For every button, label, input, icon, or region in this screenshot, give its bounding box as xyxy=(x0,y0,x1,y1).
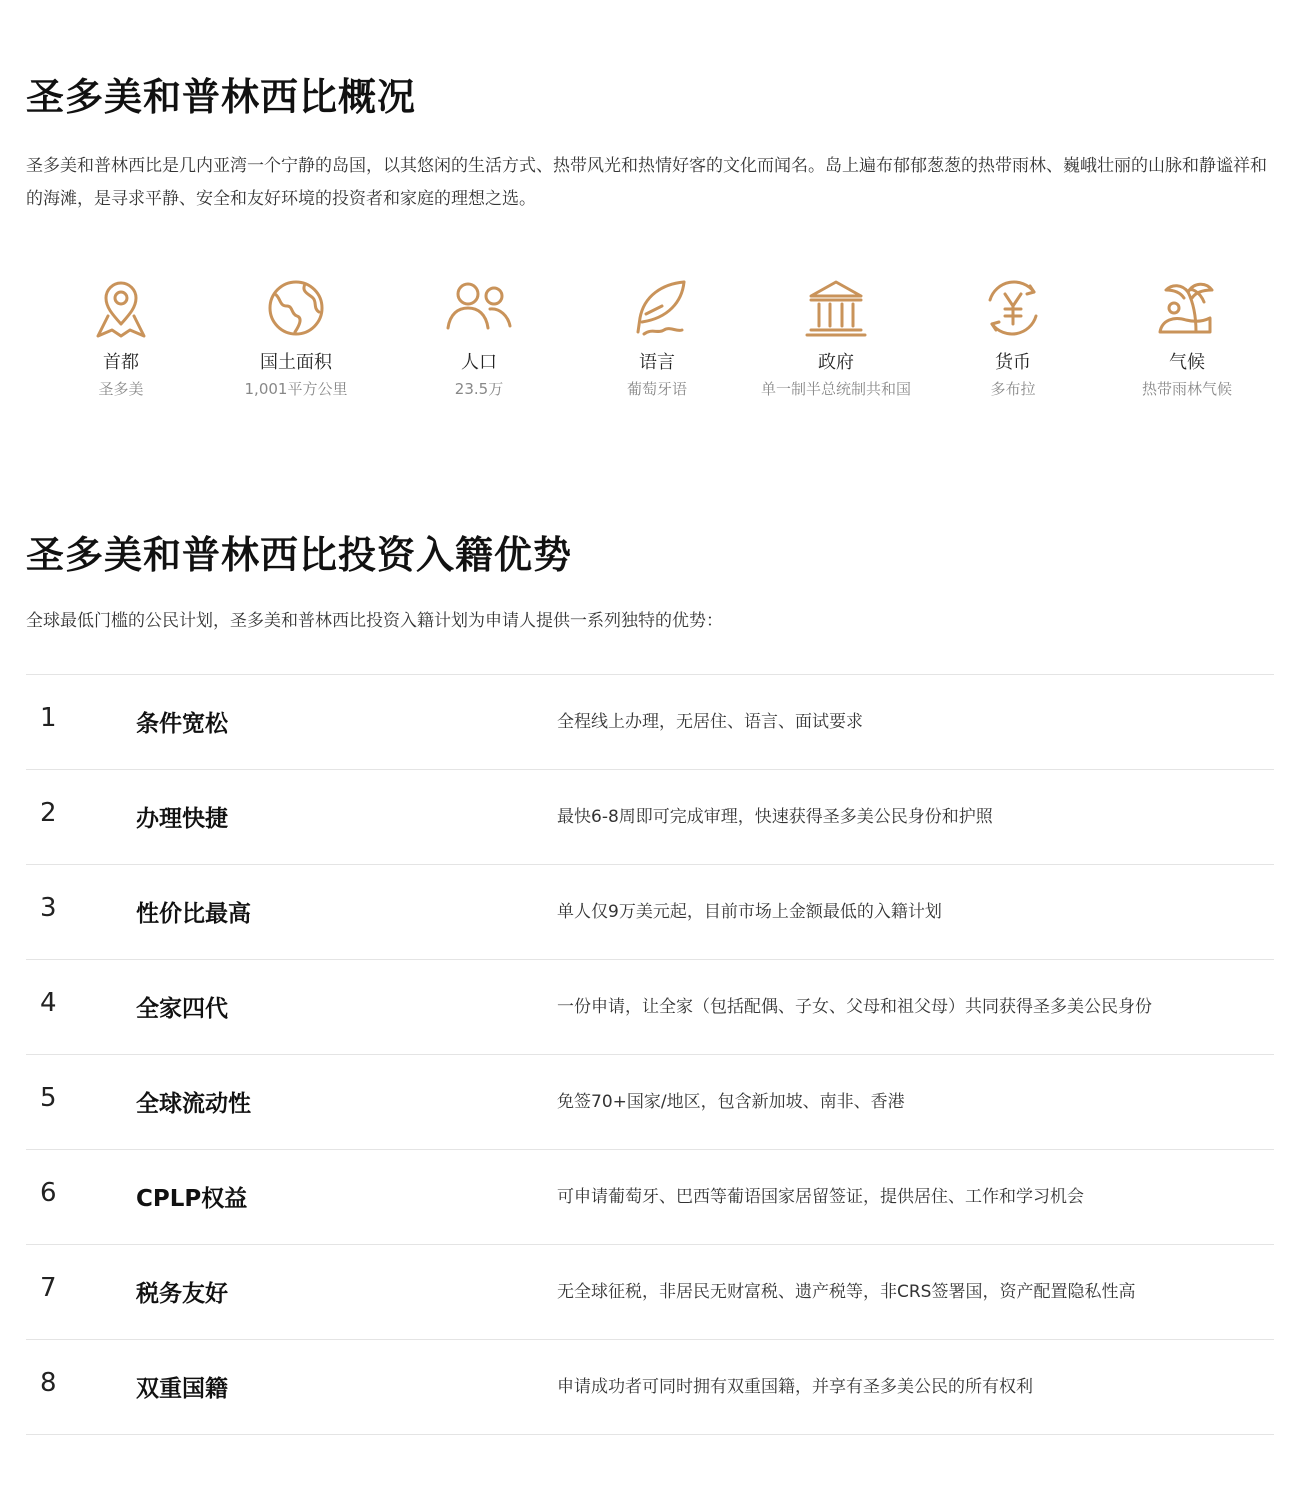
advantages-subtitle: 全球最低门槛的公民计划，圣多美和普林西比投资入籍计划为申请人提供一系列独特的优势： xyxy=(26,611,723,631)
fact-value: 23.5万 xyxy=(454,380,504,398)
table-row xyxy=(26,1055,1274,1150)
fact-label: 货币 xyxy=(995,352,1031,373)
fact-climate xyxy=(1092,278,1282,399)
row-title: 双重国籍 xyxy=(136,1376,228,1402)
row-number: 4 xyxy=(40,988,57,1018)
table-row xyxy=(26,1150,1274,1245)
row-title: 办理快捷 xyxy=(136,806,228,832)
row-number: 5 xyxy=(40,1083,57,1113)
row-description: 一份申请，让全家（包括配偶、子女、父母和祖父母）共同获得圣多美公民身份 xyxy=(557,997,1152,1017)
overview-intro: 圣多美和普林西比是几内亚湾一个宁静的岛国，以其悠闲的生活方式、热带风光和热情好客的文化而闻名。岛上遍布郁郁葱葱的热带雨林、巍峨壮丽的山脉和静谧祥和的海滩，是寻求平静、安全和友好环境的投资者和家庭的理想之选。 xyxy=(26,156,1267,209)
table-row xyxy=(26,865,1274,960)
fact-value: 1,001平方公里 xyxy=(244,380,348,398)
table-row xyxy=(26,1340,1274,1435)
row-number: 1 xyxy=(40,703,57,733)
row-description: 最快6-8周即可完成审理，快速获得圣多美公民身份和护照 xyxy=(557,807,993,827)
fact-value: 葡萄牙语 xyxy=(626,380,687,398)
row-title: 全家四代 xyxy=(136,996,228,1022)
fact-language xyxy=(562,278,752,399)
row-description: 无全球征税，非居民无财富税、遗产税等，非CRS签署国，资产配置隐私性高 xyxy=(557,1282,1136,1302)
row-title: 全球流动性 xyxy=(136,1091,251,1117)
fact-population xyxy=(384,278,574,399)
row-title: 条件宽松 xyxy=(136,711,228,737)
row-number: 6 xyxy=(40,1178,57,1208)
fact-label: 人口 xyxy=(461,352,497,373)
row-description: 全程线上办理，无居住、语言、面试要求 xyxy=(557,712,863,732)
fact-currency xyxy=(918,278,1108,399)
advantages-title: 圣多美和普林西比投资入籍优势 xyxy=(26,533,573,577)
advantages-table xyxy=(26,674,1274,1435)
table-row xyxy=(26,770,1274,865)
fact-value: 热带雨林气候 xyxy=(1141,380,1232,398)
fact-value: 多布拉 xyxy=(990,380,1036,398)
globe-icon xyxy=(261,278,331,340)
row-title: CPLP权益 xyxy=(136,1186,248,1212)
fact-capital xyxy=(26,278,216,399)
row-number: 7 xyxy=(40,1273,57,1303)
row-title: 性价比最高 xyxy=(136,901,251,927)
palm-island-icon xyxy=(1152,278,1222,340)
row-description: 申请成功者可同时拥有双重国籍，并享有圣多美公民的所有权利 xyxy=(557,1377,1033,1397)
row-number: 8 xyxy=(40,1368,57,1398)
table-row xyxy=(26,960,1274,1055)
feather-icon xyxy=(622,278,692,340)
fact-government xyxy=(741,278,931,399)
facts-row xyxy=(26,278,1274,408)
fact-area xyxy=(201,278,391,399)
fact-value: 圣多美 xyxy=(98,380,144,398)
row-description: 单人仅9万美元起，目前市场上金额最低的入籍计划 xyxy=(557,902,942,922)
fact-label: 政府 xyxy=(818,352,854,373)
fact-value: 单一制半总统制共和国 xyxy=(760,380,911,398)
row-number: 2 xyxy=(40,798,57,828)
currency-icon xyxy=(978,278,1048,340)
table-row xyxy=(26,1245,1274,1340)
row-title: 税务友好 xyxy=(136,1281,228,1307)
row-description: 免签70+国家/地区，包含新加坡、南非、香港 xyxy=(557,1092,905,1112)
overview-title: 圣多美和普林西比概况 xyxy=(26,75,417,119)
table-row xyxy=(26,675,1274,770)
government-building-icon xyxy=(801,278,871,340)
fact-label: 国土面积 xyxy=(260,352,332,373)
map-pin-icon xyxy=(86,278,156,340)
people-icon xyxy=(444,278,514,340)
fact-label: 气候 xyxy=(1169,352,1205,373)
row-number: 3 xyxy=(40,893,57,923)
fact-label: 首都 xyxy=(103,352,139,373)
row-description: 可申请葡萄牙、巴西等葡语国家居留签证，提供居住、工作和学习机会 xyxy=(557,1187,1084,1207)
fact-label: 语言 xyxy=(639,352,675,373)
